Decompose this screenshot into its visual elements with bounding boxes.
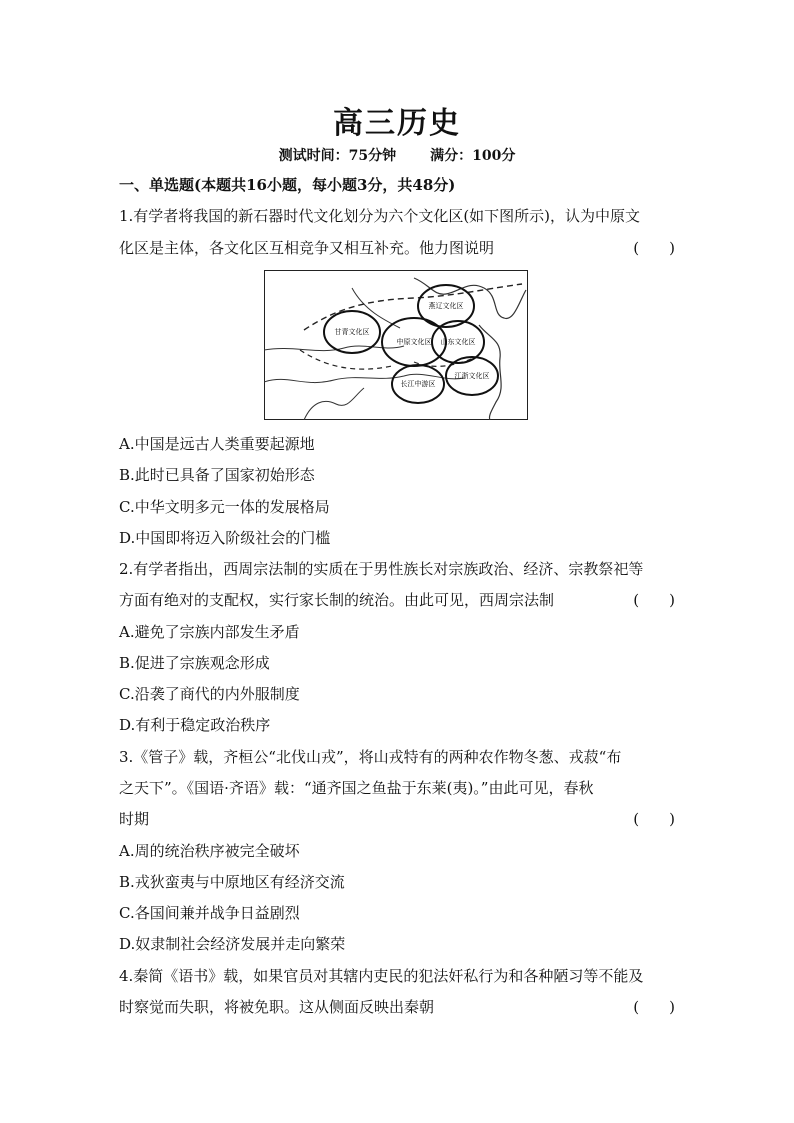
culture-region-map	[264, 270, 528, 420]
question-2-line-2: 方面有绝对的支配权，实行家长制的统治。由此可见，西周宗法制 ( )	[119, 591, 675, 609]
question-3-line-3: 时期 ( )	[119, 810, 675, 828]
section-title: 一、单选题(本题共16小题，每小题3分，共48分)	[119, 176, 456, 194]
q3-option-d: D.奴隶制社会经济发展并走向繁荣	[119, 935, 346, 953]
score-label: 满分：100分	[430, 148, 516, 164]
q3-option-a: A.周的统治秩序被完全破坏	[119, 842, 300, 860]
label-changjiang: 长江中游区	[400, 380, 436, 388]
q2-option-a: A.避免了宗族内部发生矛盾	[119, 623, 300, 641]
q3-option-c: C.各国间兼并战争日益剧烈	[119, 904, 300, 922]
question-1-line-1: 1.有学者将我国的新石器时代文化划分为六个文化区(如下图所示)，认为中原文	[119, 207, 641, 225]
q1-option-c: C.中华文明多元一体的发展格局	[119, 498, 330, 516]
label-zhongyuan: 中原文化区	[396, 338, 432, 346]
question-1-line-2: 化区是主体，各文化区互相竞争又相互补充。他力图说明 ( )	[119, 239, 675, 257]
label-shandong: 山东文化区	[440, 338, 476, 346]
label-ganqing: 甘青文化区	[334, 328, 370, 336]
question-3-line-2: 之天下”。《国语·齐语》载：“通齐国之鱼盐于东莱(夷)。”由此可见，春秋	[119, 779, 594, 797]
question-4-line-1: 4.秦简《语书》载，如果官员对其辖内吏民的犯法奸私行为和各种陋习等不能及	[119, 967, 644, 985]
q1-option-a: A.中国是远古人类重要起源地	[119, 435, 315, 453]
q2-option-c: C.沿袭了商代的内外服制度	[119, 685, 300, 703]
map-figure	[264, 270, 528, 420]
label-yanliao: 燕辽文化区	[428, 302, 464, 310]
answer-blank: ( )	[633, 998, 675, 1016]
exam-meta	[0, 145, 794, 165]
q3-option-b: B.戎狄蛮夷与中原地区有经济交流	[119, 873, 345, 891]
label-jiangzhe: 江浙文化区	[454, 372, 490, 380]
q2-option-b: B.促进了宗族观念形成	[119, 654, 270, 672]
answer-blank: ( )	[633, 810, 675, 828]
question-2-line-1: 2.有学者指出，西周宗法制的实质在于男性族长对宗族政治、经济、宗教祭祀等	[119, 560, 644, 578]
q1-option-b: B.此时已具备了国家初始形态	[119, 466, 315, 484]
q1-option-d: D.中国即将迈入阶级社会的门槛	[119, 529, 331, 547]
question-4-line-2: 时察觉而失职，将被免职。这从侧面反映出秦朝 ( )	[119, 998, 675, 1016]
q2-option-d: D.有利于稳定政治秩序	[119, 716, 271, 734]
answer-blank: ( )	[633, 239, 675, 257]
exam-title: 高三历史	[333, 106, 461, 141]
time-label: 测试时间：75分钟	[278, 148, 397, 164]
answer-blank: ( )	[633, 591, 675, 609]
question-3-line-1: 3.《管子》载，齐桓公“北伐山戎”，将山戎特有的两种农作物冬葱、戎菽“布	[119, 748, 622, 766]
